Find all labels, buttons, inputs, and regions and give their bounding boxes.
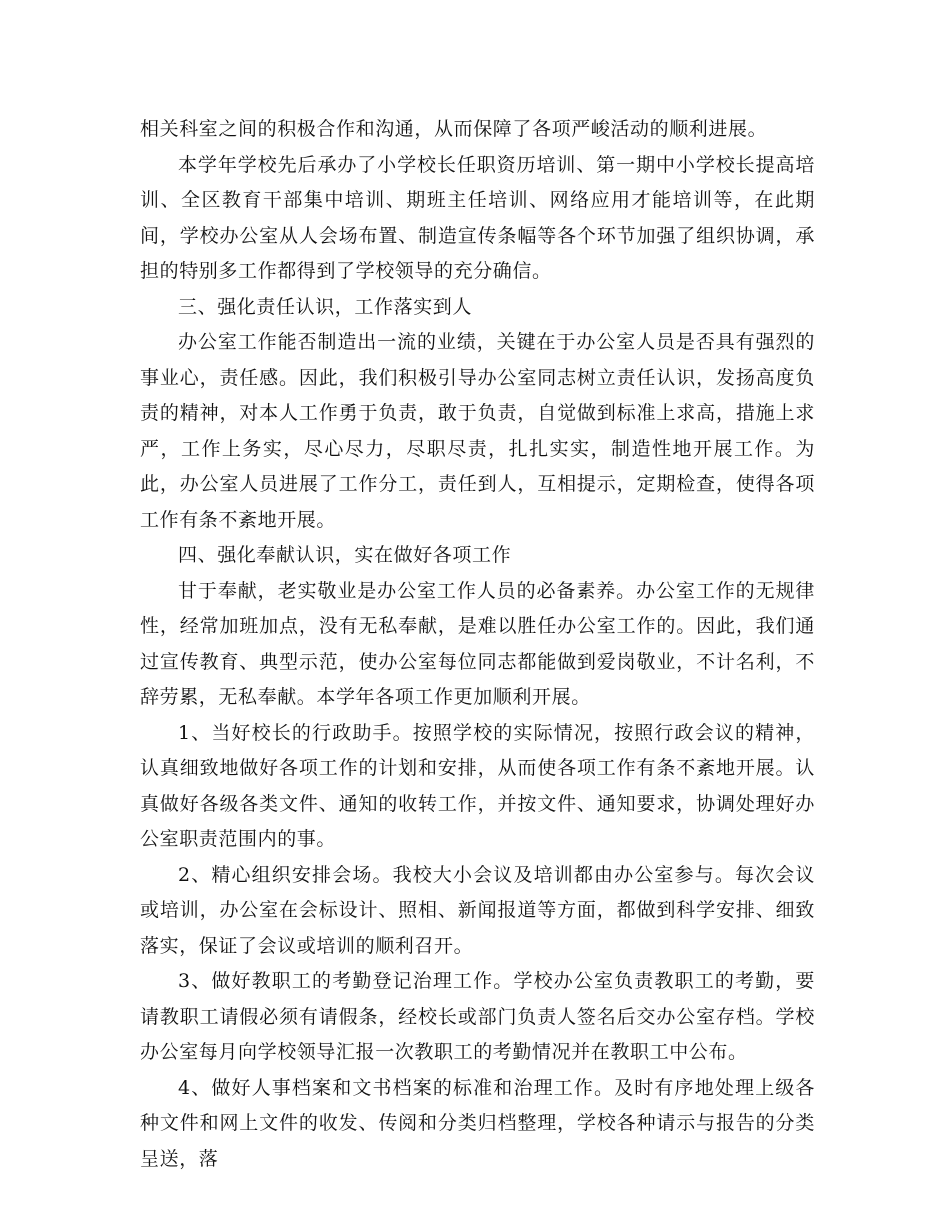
paragraph: 甘于奉献，老实敬业是办公室工作人员的必备素养。办公室工作的无规律性，经常加班加点，没有无私奉献，是难以胜任办公室工作的。因此，我们通过宣传教育、典型示范，使办公室每位同志都能做到爱岗敬业，不计名利，不辞劳累，无私奉献。本学年各项工作更加顺利开展。 bbox=[140, 579, 815, 708]
document-body bbox=[140, 112, 815, 1177]
list-item: 3、做好教职工的考勤登记治理工作。学校办公室负责教职工的考勤，要请教职工请假必须有请假条，经校长或部门负责人签名后交办公室存档。学校办公室每月向学校领导汇报一次教职工的考勤情况并在教职工中公布。 bbox=[140, 970, 815, 1063]
section-heading: 三、强化责任认识，工作落实到人 bbox=[178, 295, 473, 318]
paragraph: 相关科室之间的积极合作和沟通，从而保障了各项严峻活动的顺利进展。 bbox=[140, 118, 768, 140]
paragraph: 办公室工作能否制造出一流的业绩，关键在于办公室人员是否具有强烈的事业心，责任感。因此，我们积极引导办公室同志树立责任认识，发扬高度负责的精神，对本人工作勇于负责，敢于负责，自觉做到标准上求高，措施上求严，工作上务实，尽心尽力，尽职尽责，扎扎实实，制造性地开展工作。为此，办公室人员进展了工作分工，责任到人，互相提示，定期检查，使得各项工作有条不紊地开展。 bbox=[140, 331, 815, 531]
list-item: 2、精心组织安排会场。我校大小会议及培训都由办公室参与。每次会议或培训，办公室在会标设计、照相、新闻报道等方面，都做到科学安排、细致落实，保证了会议或培训的顺利召开。 bbox=[140, 863, 815, 957]
paragraph: 本学年学校先后承办了小学校长任职资历培训、第一期中小学校长提高培训、全区教育干部集中培训、期班主任培训、网络应用才能培训等，在此期间，学校办公室从人会场布置、制造宣传条幅等各个环节加强了组织协调，承担的特别多工作都得到了学校领导的充分确信。 bbox=[140, 153, 815, 282]
section-heading: 四、强化奉献认识，实在做好各项工作 bbox=[178, 544, 512, 566]
list-item: 1、当好校长的行政助手。按照学校的实际情况，按照行政会议的精神，认真细致地做好各项工作的计划和安排，从而使各项工作有条不紊地开展。认真做好各级各类文件、通知的收转工作，并按文件、通知要求，协调处理好办公室职责范围内的事。 bbox=[140, 721, 815, 850]
list-item: 4、做好人事档案和文书档案的标准和治理工作。及时有序地处理上级各种文件和网上文件的收发、传阅和分类归档整理，学校各种请示与报告的分类呈送，落 bbox=[140, 1076, 815, 1170]
